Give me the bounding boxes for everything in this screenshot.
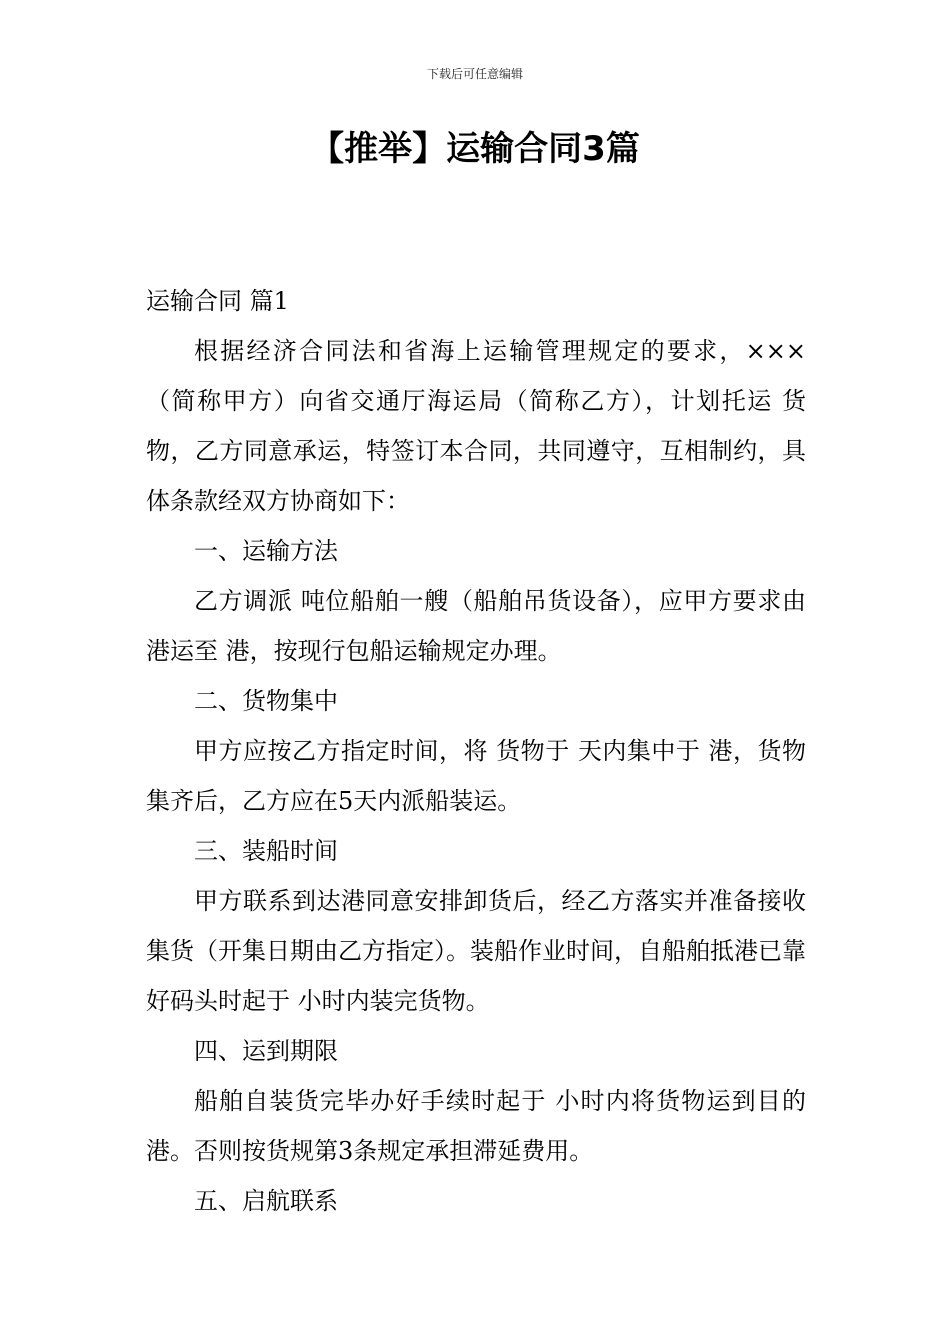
clause-5-heading: 五、启航联系 [194, 1187, 338, 1215]
section-heading: 运输合同 篇1 [146, 287, 289, 315]
clause-1-heading: 一、运输方法 [194, 537, 338, 565]
clause-4-text: 船舶自装货完毕办好手续时起于 小时内将货物运到目的港。否则按货规第3条规定承担滞延费用。 [146, 1087, 806, 1165]
clause-1-text: 乙方调派 吨位船舶一艘（船舶吊货设备），应甲方要求由 港运至 港，按现行包船运输规定办理。 [146, 587, 806, 665]
clause-2-heading: 二、货物集中 [194, 687, 338, 715]
intro-paragraph: 根据经济合同法和省海上运输管理规定的要求，×××（简称甲方）向省交通厅海运局（简称乙方），计划托运 货物，乙方同意承运，特签订本合同，共同遵守，互相制约，具体条款经双方协商如下： [146, 337, 806, 515]
header-note: 下载后可任意编辑 [426, 67, 523, 81]
clause-4-heading: 四、运到期限 [194, 1037, 338, 1065]
document-body [146, 276, 806, 1226]
clause-2-text: 甲方应按乙方指定时间，将 货物于 天内集中于 港，货物集齐后，乙方应在5天内派船装运。 [146, 737, 806, 815]
clause-3-text: 甲方联系到达港同意安排卸货后，经乙方落实并准备接收集货（开集日期由乙方指定）。装船作业时间，自船舶抵港已靠好码头时起于 小时内装完货物。 [146, 887, 806, 1015]
clause-3-heading: 三、装船时间 [194, 837, 338, 865]
document-title: 【推举】运输合同3篇 [310, 129, 640, 169]
